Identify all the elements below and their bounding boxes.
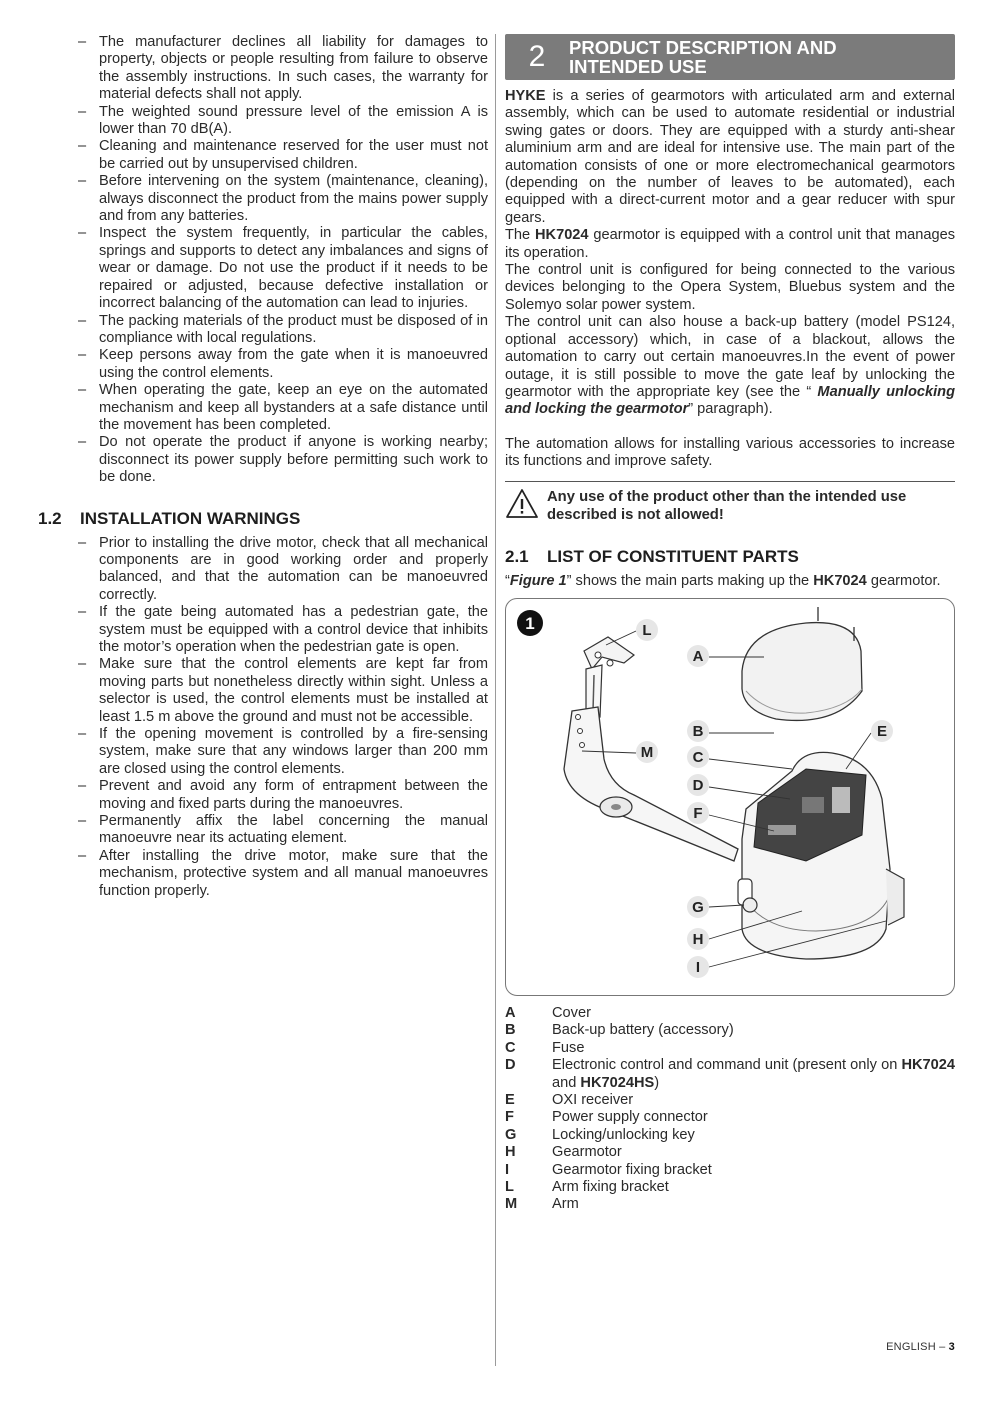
chapter-title-line1: PRODUCT DESCRIPTION AND bbox=[569, 37, 837, 58]
arm-slot bbox=[593, 675, 594, 711]
legend-row bbox=[505, 1179, 955, 1196]
text: ) bbox=[654, 1074, 660, 1091]
legend-key: C bbox=[505, 1039, 516, 1056]
callout-label: G bbox=[692, 898, 704, 916]
legend-text: Cover bbox=[552, 1004, 591, 1021]
text: ” paragraph). bbox=[688, 401, 773, 418]
legend-row bbox=[505, 1092, 955, 1109]
legend-row bbox=[505, 1057, 955, 1092]
callout-label: I bbox=[695, 958, 701, 976]
callout-label: B bbox=[692, 722, 704, 740]
text: ” shows the main parts making up the bbox=[566, 572, 814, 589]
text: and bbox=[552, 1074, 581, 1091]
model-name: HK7024 bbox=[901, 1057, 955, 1074]
legend-text: Gearmotor bbox=[552, 1144, 622, 1161]
legend-row bbox=[505, 1040, 955, 1057]
model-name: HK7024HS bbox=[580, 1074, 655, 1091]
legend-key: I bbox=[505, 1161, 510, 1178]
list-item: – Before intervening on the system (maintenance, cleaning), always disconnect the product from the mains power supply and from any batteries. bbox=[99, 173, 488, 225]
chapter-banner bbox=[505, 34, 955, 80]
arm-hole bbox=[580, 742, 585, 747]
arm-hole bbox=[578, 728, 583, 733]
legend-row bbox=[505, 1144, 955, 1161]
board-connector bbox=[768, 825, 796, 835]
bracket-hole bbox=[607, 660, 613, 666]
arm-hole bbox=[576, 714, 581, 719]
install-warnings-list bbox=[38, 535, 488, 901]
section-title: LIST OF CONSTITUENT PARTS bbox=[547, 546, 799, 566]
safety-list bbox=[38, 34, 488, 487]
list-item: – Keep persons away from the gate when it is manoeuvred using the control elements. bbox=[99, 347, 488, 382]
list-item: – Prevent and avoid any form of entrapment between the moving and fixed parts during the manoeuvres. bbox=[99, 778, 488, 813]
unlock-key-lock bbox=[743, 898, 757, 912]
legend-text: Locking/unlocking key bbox=[552, 1126, 695, 1143]
paragraph-intro bbox=[505, 88, 955, 227]
model-name: HK7024 bbox=[813, 572, 867, 589]
legend-key: H bbox=[505, 1144, 516, 1161]
legend-row bbox=[505, 1022, 955, 1039]
list-item: – If the gate being automated has a pedestrian gate, the system must be equipped with a control device that inhibits the motor’s operation when the pedestrian gate is open. bbox=[99, 604, 488, 656]
legend-key: G bbox=[505, 1126, 517, 1143]
callout-label: A bbox=[692, 647, 704, 665]
section-heading-constituent-parts bbox=[505, 547, 955, 567]
cross-reference: Manually unlocking and locking the gearmotor bbox=[505, 383, 955, 418]
product-name: HYKE bbox=[505, 88, 546, 104]
legend-key: L bbox=[505, 1179, 514, 1195]
text: gearmotor is equipped with a control unit that manages its operation. bbox=[505, 227, 955, 261]
legend-key: M bbox=[505, 1196, 518, 1213]
section-title: INSTALLATION WARNINGS bbox=[80, 508, 301, 528]
callout-label: M bbox=[640, 743, 654, 761]
paragraph-control-unit: The control unit is configured for being connected to the various devices belonging to the Opera System, Bluebus system and the Solemyo solar power system. bbox=[505, 262, 955, 313]
legend-text: OXI receiver bbox=[552, 1091, 634, 1108]
chapter-number: 2 bbox=[528, 40, 546, 73]
text: Electronic control and command unit (present only on bbox=[552, 1057, 902, 1074]
list-item: – Permanently affix the label concerning the manual manoeuvre near its actuating element. bbox=[99, 813, 488, 848]
paragraph-battery bbox=[505, 314, 955, 418]
fixing-bracket-shape bbox=[886, 869, 904, 925]
text: is a series of gearmotors with articulated arm and external assembly, which can be used to automate residential or industrial swing gates or doors. They are equipped with a sturdy anti-shear aluminium arm and are ideal for intensive use. The main part of the automation consists of one or more electromechanical gearmotors (depending on the number of leaves to be automated), each equipped with a direct-current motor and a gear reducer with spur gears. bbox=[505, 88, 955, 226]
warning-box bbox=[505, 481, 955, 525]
legend-key: A bbox=[505, 1004, 516, 1021]
legend-row bbox=[505, 1127, 955, 1144]
text: The control unit can also house a back-up battery (model PS124, optional accessory) which, in case of a blackout, allows the automation to carry out certain manoeuvres.In the event of power outage, it is still possible to move the gate leaf by unlocking the gearmotor with the appropriate key (see the “ bbox=[505, 314, 955, 400]
callout-label: H bbox=[692, 930, 704, 948]
gearmotor-illustration bbox=[506, 599, 955, 995]
section-number: 1.2 bbox=[38, 508, 62, 528]
legend-row bbox=[505, 1109, 955, 1126]
list-item: – The weighted sound pressure level of the emission A is lower than 70 dB(A). bbox=[99, 104, 488, 139]
figure-reference: Figure 1 bbox=[509, 572, 567, 589]
callout-label: C bbox=[692, 748, 704, 766]
list-item: – Make sure that the control elements are kept far from moving parts but nonetheless directly within sight. Unless a selector is used, the control elements must be installed at least 1.5 m above the ground and must not be accessible. bbox=[99, 656, 488, 726]
legend-key: F bbox=[505, 1109, 514, 1126]
legend-text: Gearmotor fixing bracket bbox=[552, 1161, 712, 1178]
callout-label: E bbox=[876, 722, 888, 740]
right-column bbox=[505, 34, 955, 1214]
list-item: – If the opening movement is controlled by a fire-sensing system, make sure that any windows larger than 200 mm are closed using the control elements. bbox=[99, 726, 488, 778]
figure-number: 1 bbox=[525, 613, 535, 633]
list-item: – Do not operate the product if anyone is working nearby; disconnect its power supply before permitting such work to be done. bbox=[99, 434, 488, 486]
board-component bbox=[832, 787, 850, 813]
list-item: – Inspect the system frequently, in particular the cables, springs and supports to detect any imbalances and signs of wear or damage. Do not use the product if it needs to be repaired or adjusted, because defective installation or incorrect balancing of the automation can lead to injuries. bbox=[99, 225, 488, 312]
column-divider bbox=[495, 34, 496, 1366]
page-footer bbox=[886, 1341, 955, 1353]
legend-row bbox=[505, 1162, 955, 1179]
chapter-title bbox=[569, 38, 837, 76]
legend-row bbox=[505, 1005, 955, 1022]
legend-key: E bbox=[505, 1091, 515, 1108]
warning-triangle-icon bbox=[505, 488, 547, 525]
legend-text: Power supply connector bbox=[552, 1109, 708, 1126]
cover-shape bbox=[742, 622, 862, 720]
bracket-hole bbox=[595, 652, 601, 658]
left-column bbox=[38, 34, 488, 900]
legend-row bbox=[505, 1196, 955, 1213]
chapter-title-line2: INTENDED USE bbox=[569, 56, 707, 77]
paragraph-accessories: The automation allows for installing various accessories to increase its functions and improve safety. bbox=[505, 435, 955, 470]
text: The bbox=[505, 227, 535, 244]
callout-label: D bbox=[692, 776, 704, 794]
legend-text bbox=[552, 1057, 955, 1092]
legend-text: Arm fixing bracket bbox=[552, 1179, 669, 1195]
main-arm-shape bbox=[564, 707, 738, 861]
list-item: – The packing materials of the product must be disposed of in compliance with local regulations. bbox=[99, 313, 488, 348]
text: “ bbox=[505, 572, 510, 589]
list-item: – Prior to installing the drive motor, check that all mechanical components are in good working order and properly balanced, and that the automation can be manoeuvred correctly. bbox=[99, 535, 488, 605]
section-heading-installation-warnings bbox=[38, 509, 488, 529]
text: gearmotor. bbox=[866, 572, 941, 589]
paragraph-figure-ref bbox=[505, 573, 955, 590]
list-item: – When operating the gate, keep an eye on the automated mechanism and keep all bystanders at a safe distance until the movement has been completed. bbox=[99, 382, 488, 434]
page-number: 3 bbox=[948, 1341, 955, 1353]
legend-text: Back-up battery (accessory) bbox=[552, 1022, 734, 1039]
board-component bbox=[802, 797, 824, 813]
callout-label: F bbox=[693, 804, 703, 822]
model-name: HK7024 bbox=[535, 227, 589, 244]
figure-1 bbox=[505, 598, 955, 996]
legend-text: Fuse bbox=[552, 1039, 585, 1056]
arm-pivot-pin bbox=[611, 804, 621, 810]
section-number: 2.1 bbox=[505, 546, 529, 566]
legend-key: D bbox=[505, 1057, 516, 1074]
legend-text: Arm bbox=[552, 1196, 579, 1213]
list-item: – After installing the drive motor, make sure that the mechanism, protective system and all manual manoeuvres function properly. bbox=[99, 848, 488, 900]
footer-language: ENGLISH – bbox=[886, 1341, 949, 1353]
legend-key: B bbox=[505, 1022, 516, 1039]
list-item: – The manufacturer declines all liability for damages to property, objects or people resulting from failure to observe the assembly instructions. In such cases, the warranty for material defects shall not apply. bbox=[99, 34, 488, 104]
paragraph-hk7024 bbox=[505, 227, 955, 262]
warning-text: Any use of the product other than the intended use described is not allowed! bbox=[547, 488, 907, 523]
parts-legend bbox=[505, 1005, 955, 1214]
callout-label: L bbox=[642, 621, 652, 639]
list-item: – Cleaning and maintenance reserved for the user must not be carried out by unsupervised children. bbox=[99, 138, 488, 173]
